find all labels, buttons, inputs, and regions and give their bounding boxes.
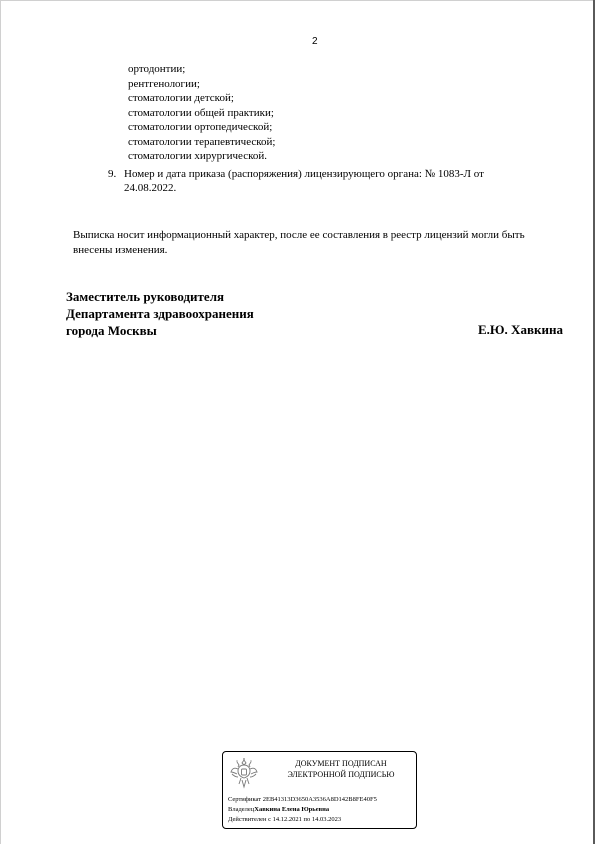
notice-line: Выписка носит информационный характер, после ее составления в реестр лицензий могли быть	[73, 229, 525, 241]
specialty-item: ортодонтии;	[128, 63, 186, 75]
order-date-line: 24.08.2022.	[124, 181, 177, 194]
specialty-item: стоматологии ортопедической;	[128, 121, 273, 133]
signer-position-line: Заместитель руководителя	[66, 289, 225, 304]
order-number-line: Номер и дата приказа (распоряжения) лицензирующего органа: № 1083-Л от	[124, 168, 484, 180]
page-number: 2	[312, 36, 318, 47]
owner-row	[228, 805, 377, 815]
owner-label: Владелец	[228, 806, 255, 813]
certificate-value: 2EB41313D3650A3536A8D142B8FE40F5	[262, 796, 377, 803]
specialty-item: стоматологии детской;	[128, 92, 234, 104]
owner-value: Хавкина Елена Юрьевна	[254, 806, 330, 813]
coat-of-arms-icon	[229, 756, 259, 790]
disclaimer-notice	[73, 228, 583, 257]
item-number: 9.	[108, 168, 117, 180]
signer-position-line: Департамента здравоохранения	[66, 306, 254, 321]
signer-position	[66, 288, 254, 339]
signer-position-line: города Москвы	[66, 323, 157, 338]
page-border-left	[0, 0, 1, 844]
stamp-title	[267, 759, 415, 780]
certificate-details	[228, 795, 377, 825]
validity-row: Действителен с 14.12.2021 по 14.03.2023	[228, 816, 342, 823]
notice-line: внесены изменения.	[73, 243, 168, 256]
specialty-item: стоматологии хирургической.	[128, 150, 267, 162]
order-number-text	[124, 168, 524, 195]
signer-name: Е.Ю. Хавкина	[478, 322, 563, 337]
stamp-title-line: ЭЛЕКТРОННОЙ ПОДПИСЬЮ	[287, 769, 395, 779]
electronic-signature-stamp	[222, 751, 417, 829]
specialty-item: стоматологии терапевтической;	[128, 135, 276, 148]
page-border-top	[0, 0, 595, 1]
certificate-row	[228, 795, 377, 805]
specialty-item: рентгенологии;	[128, 77, 200, 90]
specialty-item: стоматологии общей практики;	[128, 106, 274, 119]
stamp-title-line: ДОКУМЕНТ ПОДПИСАН	[295, 759, 387, 768]
specialty-list	[128, 62, 275, 164]
certificate-label: Сертификат	[228, 796, 262, 803]
